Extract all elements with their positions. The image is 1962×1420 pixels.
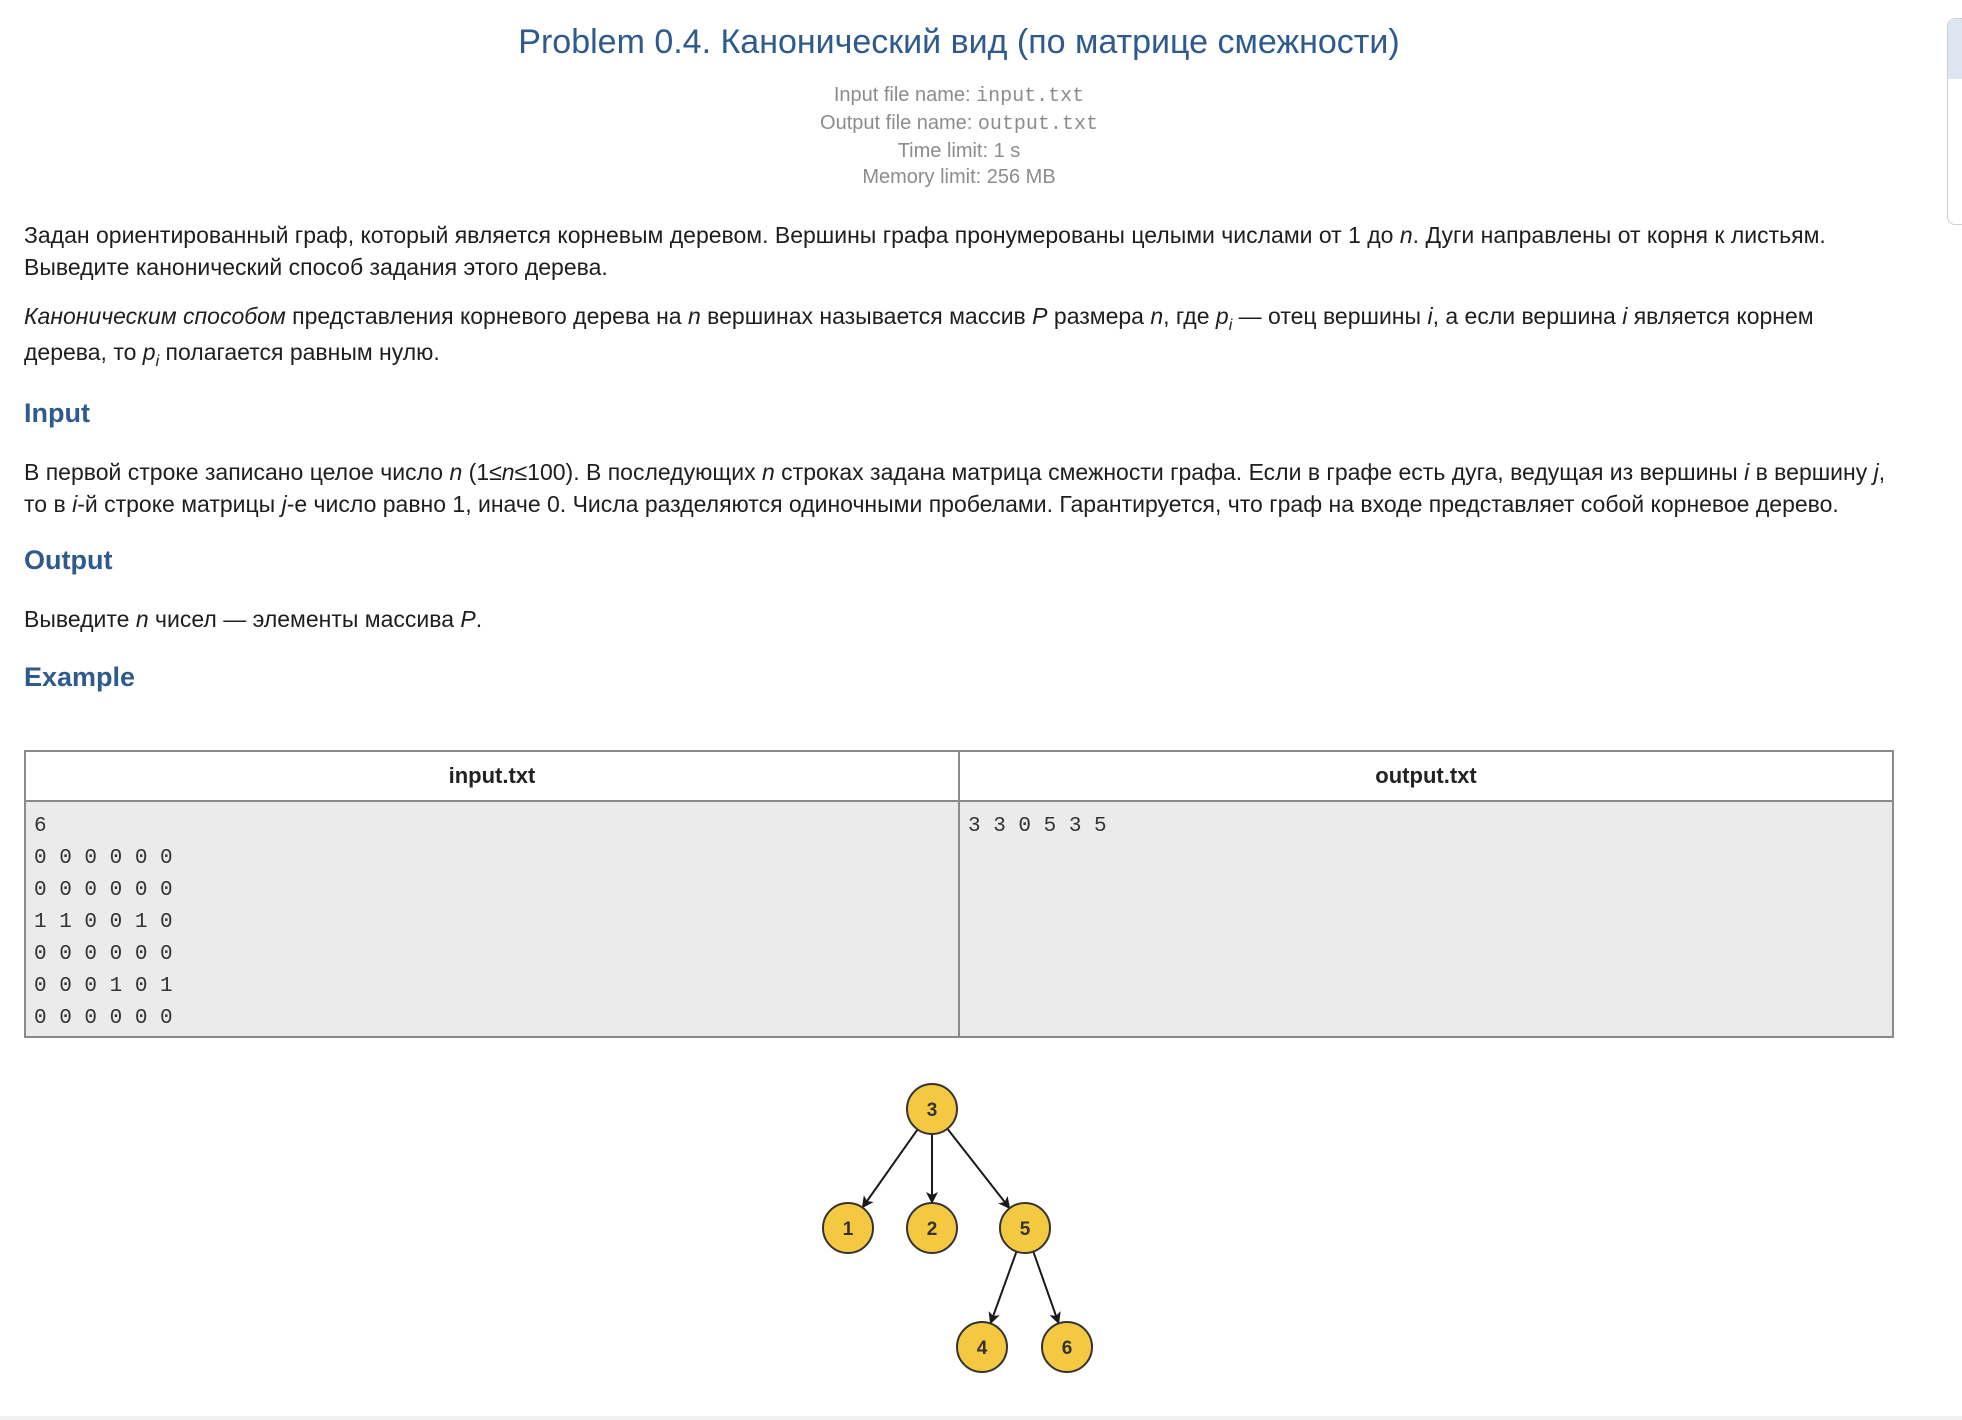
tree-edge-3-5 bbox=[947, 1129, 1009, 1208]
problem-title: Problem 0.4. Канонический вид (по матрице смежности) bbox=[518, 23, 1400, 61]
tree-node-2 bbox=[907, 1203, 957, 1253]
tree-node-label: 1 bbox=[842, 1219, 854, 1240]
input-file-name: input.txt bbox=[976, 85, 1085, 108]
output-description: Выведите n чисел — элементы массива P. bbox=[24, 606, 483, 632]
output-heading: Output bbox=[24, 545, 113, 575]
example-output-header: output.txt bbox=[959, 751, 1893, 801]
side-scroll-tab[interactable] bbox=[1947, 18, 1962, 225]
example-input-header: input.txt bbox=[25, 751, 959, 801]
tree-node-label: 4 bbox=[976, 1338, 988, 1359]
tree-edge-5-4 bbox=[991, 1252, 1017, 1323]
tree-node-label: 2 bbox=[926, 1219, 938, 1240]
tree-node-label: 3 bbox=[926, 1100, 938, 1121]
tree-node-3 bbox=[907, 1084, 957, 1134]
tree-node-label: 5 bbox=[1019, 1219, 1031, 1240]
input-heading: Input bbox=[24, 398, 90, 428]
output-file-name: output.txt bbox=[977, 113, 1098, 136]
example-heading: Example bbox=[24, 662, 136, 692]
memory-limit: Memory limit: 256 MB bbox=[862, 166, 1056, 188]
output-file-line: Output file name: output.txt bbox=[820, 112, 1098, 136]
input-description: В первой строке записано целое число n (1≤n≤100). В последующих n строках задана матрица смежности графа. Если в графе есть дуга, ведущая из вершины i в вершину j, то в i-й строке матрицы j-е число равно 1, иначе 0. Числа разделяются одиночными пробелами. Гарантируется, что граф на входе представляет собой корневое дерево. bbox=[24, 459, 1886, 517]
input-file-line: Input file name: input.txt bbox=[833, 84, 1085, 108]
example-output-text: 3 3 0 5 3 5 bbox=[968, 815, 1107, 838]
tree-node-label: 6 bbox=[1061, 1338, 1073, 1359]
example-input-text: 6 0 0 0 0 0 0 0 0 0 0 0 0 1 1 0 0 1 0 0 0 0 0 0 0 0 0 0 1 0 1 0 0 0 0 0 0 bbox=[34, 815, 173, 1030]
time-limit: Time limit: 1 s bbox=[897, 140, 1021, 162]
tree-edge-3-1 bbox=[863, 1129, 918, 1206]
tree-node-1 bbox=[823, 1203, 873, 1253]
bottom-divider bbox=[0, 1416, 1962, 1420]
statement-paragraph-2: Каноническим способом представления корневого дерева на n вершинах называется массив P размера n, где $p_i$ — отец вершины i, а если вершина i является корнем дерева, то $p_i$ полагается равным нулю. bbox=[24, 303, 1814, 370]
tree-node-4 bbox=[957, 1322, 1007, 1372]
tree-edge-5-6 bbox=[1033, 1252, 1058, 1323]
tree-node-5 bbox=[1000, 1203, 1050, 1253]
statement-paragraph-1: Задан ориентированный граф, который является корневым деревом. Вершины графа пронумерованы целыми числами от 1 до n. Дуги направлены от корня к листьям. Выведите канонический способ задания этого дерева. bbox=[24, 222, 1826, 280]
tree-node-6 bbox=[1042, 1322, 1092, 1372]
